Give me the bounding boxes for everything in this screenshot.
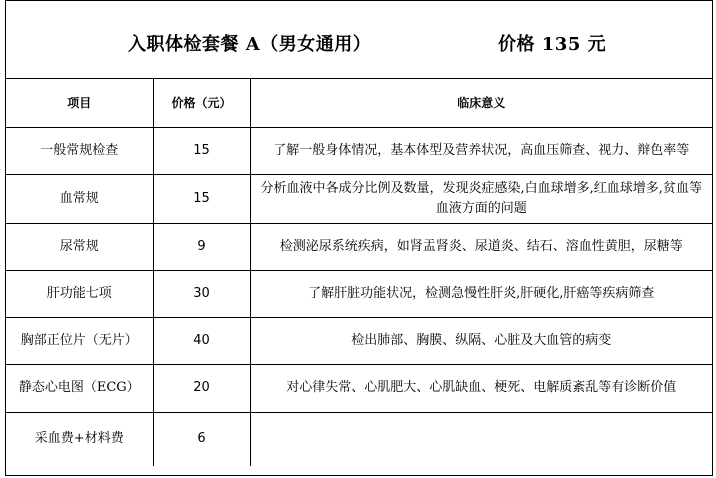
cell-price: 30 — [153, 270, 250, 317]
cell-item: 胸部正位片（无片） — [6, 317, 153, 364]
table-row — [6, 317, 712, 364]
cell-meaning: 分析血液中各成分比例及数量，发现炎症感染,白血球增多,红血球增多,贫血等血液方面的问题 — [250, 174, 712, 223]
table-row — [6, 270, 712, 317]
package-sheet — [5, 0, 713, 476]
package-title: 入职体检套餐 A（男女通用） — [128, 34, 372, 55]
table-row — [6, 412, 712, 466]
cell-meaning: 了解肝脏功能状况，检测急慢性肝炎,肝硬化,肝癌等疾病筛查 — [250, 270, 712, 317]
column-header-meaning: 临床意义 — [250, 79, 712, 127]
table-row — [6, 174, 712, 223]
cell-meaning: 检出肺部、胸膜、纵隔、心脏及大血管的病变 — [250, 317, 712, 364]
cell-price: 9 — [153, 223, 250, 270]
column-header-price: 价格（元） — [153, 79, 250, 127]
cell-meaning: 检测泌尿系统疾病，如肾盂肾炎、尿道炎、结石、溶血性黄胆，尿糖等 — [250, 223, 712, 270]
title-row — [6, 1, 712, 79]
table-row — [6, 127, 712, 174]
package-table — [6, 79, 712, 466]
cell-meaning: 对心律失常、心肌肥大、心肌缺血、梗死、电解质紊乱等有诊断价值 — [250, 364, 712, 412]
cell-item: 尿常规 — [6, 223, 153, 270]
package-price: 价格 135 元 — [498, 34, 607, 55]
cell-price: 15 — [153, 174, 250, 223]
cell-price: 40 — [153, 317, 250, 364]
cell-price: 20 — [153, 364, 250, 412]
cell-item: 静态心电图（ECG） — [6, 364, 153, 412]
column-header-item: 项目 — [6, 79, 153, 127]
cell-meaning: 了解一般身体情况，基本体型及营养状况，高血压筛查、视力、辩色率等 — [250, 127, 712, 174]
cell-item: 采血费+材料费 — [6, 412, 153, 466]
cell-meaning — [250, 412, 712, 466]
table-row — [6, 364, 712, 412]
cell-price: 15 — [153, 127, 250, 174]
cell-item: 一般常规检查 — [6, 127, 153, 174]
table-row — [6, 223, 712, 270]
cell-item: 血常规 — [6, 174, 153, 223]
cell-item: 肝功能七项 — [6, 270, 153, 317]
cell-price: 6 — [153, 412, 250, 466]
table-header-row — [6, 79, 712, 127]
